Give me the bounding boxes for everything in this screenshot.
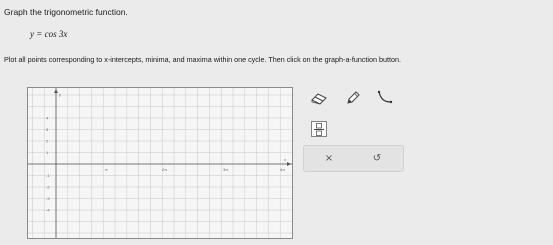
y-tick-label: 1: [46, 150, 49, 155]
clear-button[interactable]: ×: [324, 152, 334, 164]
y-axis-label: y: [59, 92, 61, 97]
function-equation: y = cos 3x: [30, 29, 68, 39]
curve-icon: [376, 90, 394, 106]
y-tick-label: -1: [46, 173, 50, 178]
x-tick-label: 4π: [280, 167, 285, 172]
eraser-tool[interactable]: [309, 89, 329, 107]
x-axis-label: x: [284, 157, 286, 162]
undo-button[interactable]: ↺: [372, 152, 382, 164]
eraser-icon: [310, 91, 328, 105]
instruction-text: Plot all points corresponding to x-intercepts, minima, and maxima within one cycle. Then click on the graph-a-function button.: [4, 55, 401, 64]
fraction-tool[interactable]: [309, 120, 329, 138]
y-tick-label: -3: [46, 196, 50, 201]
y-axis-arrow: [54, 89, 58, 93]
graph-canvas[interactable]: [27, 87, 293, 239]
x-tick-label: 3π: [223, 167, 228, 172]
pencil-tool[interactable]: [343, 89, 363, 107]
y-tick-label: 2: [46, 138, 49, 144]
question-prompt: Graph the trigonometric function.: [4, 7, 128, 17]
graph-grid[interactable]: [28, 88, 292, 238]
action-bar: [303, 145, 404, 172]
pencil-icon: [345, 90, 361, 106]
y-tick-label: 4: [46, 115, 49, 121]
x-axis-arrow: [287, 162, 291, 166]
x-tick-label: π: [105, 167, 108, 172]
y-tick-label: -4: [46, 207, 50, 213]
y-tick-label: -2: [46, 184, 50, 190]
x-tick-label: 2π: [162, 167, 167, 172]
y-tick-label: 3: [46, 127, 49, 132]
graph-a-function-tool[interactable]: [375, 89, 395, 107]
fraction-icon: [310, 120, 328, 138]
